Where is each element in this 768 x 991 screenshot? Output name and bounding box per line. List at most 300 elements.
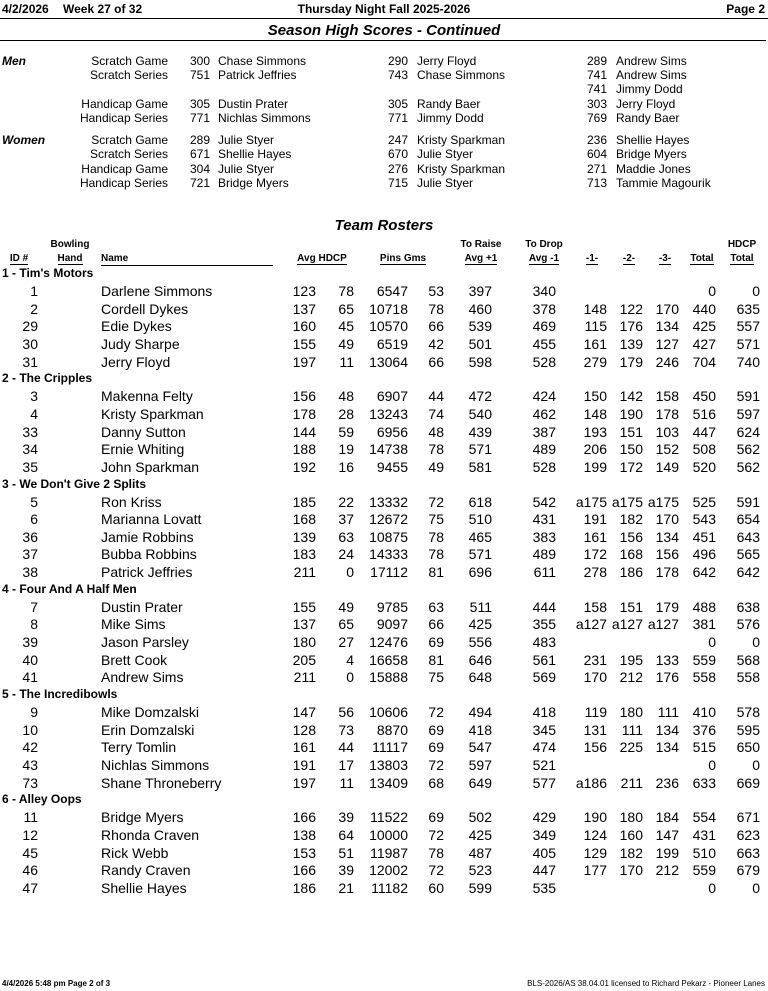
handicap-total: 635 xyxy=(736,300,760,317)
game2-score: 212 xyxy=(619,669,643,686)
player-average: 153 xyxy=(292,844,316,861)
to-raise-value: 648 xyxy=(468,669,492,686)
game1-score: 278 xyxy=(583,564,607,581)
series-total: 496 xyxy=(692,546,716,563)
player-games: 72 xyxy=(428,493,444,510)
game2-score: 182 xyxy=(619,844,643,861)
col-bowling: Bowling xyxy=(50,239,90,250)
player-id: 37 xyxy=(22,546,38,563)
player-name: Ernie Whiting xyxy=(101,441,185,458)
player-id: 45 xyxy=(22,844,38,861)
to-raise-value: 571 xyxy=(468,546,492,563)
game1-score: 131 xyxy=(583,721,607,738)
team-header: 2 - The Cripples xyxy=(2,371,93,386)
player-name: Andrew Sims xyxy=(101,669,184,686)
to-drop-value: 431 xyxy=(532,511,556,528)
game2-score: 168 xyxy=(619,546,643,563)
player-handicap: 44 xyxy=(338,739,354,756)
to-raise-value: 540 xyxy=(468,405,492,422)
game3-score: a175 xyxy=(647,493,679,510)
to-drop-value: 405 xyxy=(532,844,556,861)
to-drop-value: 378 xyxy=(532,300,556,317)
player-pins: 6956 xyxy=(376,423,408,440)
player-name: Nichlas Simmons xyxy=(101,756,210,773)
high-score-category: Scratch Game xyxy=(91,133,168,147)
handicap-total: 0 xyxy=(752,756,760,773)
to-drop-value: 345 xyxy=(532,721,556,738)
game2-score: 170 xyxy=(619,862,643,879)
player-row xyxy=(0,424,768,441)
game3-score: 236 xyxy=(655,774,679,791)
series-total: 450 xyxy=(692,388,716,405)
player-pins: 11117 xyxy=(372,739,408,756)
player-games: 69 xyxy=(428,634,444,651)
player-id: 9 xyxy=(30,704,38,720)
to-drop-value: 462 xyxy=(532,405,556,422)
game1-score: a175 xyxy=(575,493,607,510)
high-score-bowler: Nichlas Simmons xyxy=(218,111,311,125)
player-average: 137 xyxy=(292,616,316,633)
player-row xyxy=(0,406,768,423)
player-row xyxy=(0,546,768,563)
series-total: 0 xyxy=(708,879,716,896)
col-total: Total xyxy=(690,253,714,264)
high-score-value: 247 xyxy=(387,133,408,147)
series-total: 0 xyxy=(708,283,716,299)
series-total: 451 xyxy=(692,528,716,545)
game2-score: 151 xyxy=(619,598,643,615)
player-name: Edie Dykes xyxy=(101,318,172,335)
player-id: 2 xyxy=(30,300,38,317)
player-id: 46 xyxy=(22,862,38,879)
handicap-total: 624 xyxy=(736,423,760,440)
game1-score: 148 xyxy=(583,405,607,422)
player-id: 36 xyxy=(22,528,38,545)
to-raise-value: 597 xyxy=(468,756,492,773)
player-games: 75 xyxy=(428,669,444,686)
player-pins: 11522 xyxy=(370,809,408,826)
game3-score: 133 xyxy=(655,651,679,668)
player-average: 197 xyxy=(292,353,316,370)
series-total: 558 xyxy=(692,669,716,686)
player-average: 205 xyxy=(292,651,316,668)
col-game3: -3- xyxy=(658,253,672,264)
player-id: 5 xyxy=(30,493,38,510)
player-average: 180 xyxy=(292,634,316,651)
player-row xyxy=(0,757,768,774)
player-handicap: 19 xyxy=(338,441,354,458)
high-score-value: 771 xyxy=(387,111,408,125)
player-games: 48 xyxy=(428,423,444,440)
to-drop-value: 521 xyxy=(532,756,556,773)
player-id: 12 xyxy=(22,826,38,843)
game2-score: a127 xyxy=(611,616,643,633)
high-score-row xyxy=(0,176,768,190)
game1-score: 148 xyxy=(583,300,607,317)
player-pins: 13803 xyxy=(369,756,408,773)
player-pins: 8870 xyxy=(376,721,408,738)
player-average: 166 xyxy=(292,862,316,879)
player-average: 147 xyxy=(292,704,316,720)
header-page: Page 2 xyxy=(726,2,765,16)
player-row xyxy=(0,775,768,792)
game1-score: 193 xyxy=(583,423,607,440)
player-id: 34 xyxy=(22,441,38,458)
player-name: Patrick Jeffries xyxy=(101,564,193,581)
to-drop-value: 474 xyxy=(532,739,556,756)
player-pins: 13064 xyxy=(369,353,408,370)
player-id: 33 xyxy=(22,423,38,440)
player-name: Jamie Robbins xyxy=(101,528,194,545)
high-score-bowler: Jimmy Dodd xyxy=(417,111,484,125)
handicap-total: 597 xyxy=(736,405,760,422)
high-score-row xyxy=(0,82,768,96)
footer-right: BLS-2026/AS 38.04.01 licensed to Richard Pekarz - Pioneer Lanes xyxy=(527,979,765,988)
series-total: 543 xyxy=(692,511,716,528)
player-name: Danny Sutton xyxy=(101,423,186,440)
player-games: 42 xyxy=(428,335,444,352)
high-scores-title: Season High Scores - Continued xyxy=(267,22,501,39)
series-total: 488 xyxy=(692,598,716,615)
to-drop-value: 355 xyxy=(532,616,556,633)
player-games: 66 xyxy=(428,353,444,370)
to-raise-value: 425 xyxy=(468,616,492,633)
high-score-value: 713 xyxy=(586,176,607,190)
game3-score: 134 xyxy=(655,318,679,335)
player-name: Rick Webb xyxy=(101,844,169,861)
high-score-category: Handicap Series xyxy=(79,176,168,190)
game2-score: 150 xyxy=(619,441,643,458)
player-id: 29 xyxy=(22,318,38,335)
player-id: 42 xyxy=(22,739,38,756)
player-handicap: 17 xyxy=(338,756,354,773)
series-total: 633 xyxy=(692,774,716,791)
game3-score: 147 xyxy=(655,826,679,843)
series-total: 425 xyxy=(692,318,716,335)
player-games: 75 xyxy=(428,511,444,528)
to-raise-value: 523 xyxy=(468,862,492,879)
col-game1: -1- xyxy=(585,253,599,264)
series-total: 510 xyxy=(692,844,716,861)
game3-score: 156 xyxy=(655,546,679,563)
high-score-row xyxy=(0,54,768,68)
handicap-total: 591 xyxy=(736,388,760,405)
player-average: 197 xyxy=(292,774,316,791)
handicap-total: 669 xyxy=(736,774,760,791)
game2-score: 111 xyxy=(621,721,643,738)
handicap-total: 671 xyxy=(736,809,760,826)
player-handicap: 73 xyxy=(338,721,354,738)
high-score-value: 721 xyxy=(189,176,210,190)
game2-score: 142 xyxy=(619,388,643,405)
player-games: 78 xyxy=(428,300,444,317)
game3-score: 103 xyxy=(655,423,679,440)
player-games: 78 xyxy=(428,441,444,458)
player-pins: 13243 xyxy=(369,405,408,422)
player-pins: 11987 xyxy=(370,844,408,861)
series-total: 508 xyxy=(692,441,716,458)
player-id: 1 xyxy=(30,283,38,299)
player-name: Kristy Sparkman xyxy=(101,405,204,422)
player-average: 138 xyxy=(292,826,316,843)
player-pins: 6907 xyxy=(376,388,408,405)
men-label: Men xyxy=(2,54,26,68)
player-average: 211 xyxy=(293,669,316,686)
player-handicap: 24 xyxy=(338,546,354,563)
to-drop-value: 469 xyxy=(532,318,556,335)
handicap-total: 571 xyxy=(736,335,760,352)
player-games: 68 xyxy=(428,774,444,791)
player-pins: 10606 xyxy=(369,704,408,720)
col-to-drop: To Drop xyxy=(525,239,563,250)
high-score-bowler: Jerry Floyd xyxy=(616,97,676,111)
handicap-total: 565 xyxy=(736,546,760,563)
series-total: 520 xyxy=(692,458,716,475)
player-name: Shellie Hayes xyxy=(101,879,187,896)
player-games: 60 xyxy=(428,879,444,896)
col-avg-hdcp: Avg HDCP xyxy=(297,253,347,264)
game1-score: 279 xyxy=(583,353,607,370)
player-pins: 10000 xyxy=(369,826,408,843)
game2-score: 182 xyxy=(619,511,643,528)
to-drop-value: 340 xyxy=(532,283,556,299)
team-header: 6 - Alley Oops xyxy=(2,792,82,807)
to-drop-value: 528 xyxy=(532,353,556,370)
handicap-total: 0 xyxy=(752,283,760,299)
game3-score: 178 xyxy=(655,564,679,581)
to-raise-value: 501 xyxy=(468,335,492,352)
high-score-bowler: Patrick Jeffries xyxy=(218,68,297,82)
to-raise-value: 581 xyxy=(468,458,492,475)
player-average: 155 xyxy=(292,598,316,615)
player-pins: 14738 xyxy=(369,441,408,458)
high-score-row xyxy=(0,162,768,176)
series-total: 447 xyxy=(692,423,716,440)
player-row xyxy=(0,739,768,756)
game1-score: 231 xyxy=(583,651,607,668)
player-handicap: 59 xyxy=(338,423,354,440)
series-total: 525 xyxy=(692,493,716,510)
player-handicap: 16 xyxy=(338,458,354,475)
player-handicap: 0 xyxy=(346,669,354,686)
player-row xyxy=(0,494,768,511)
handicap-total: 562 xyxy=(736,458,760,475)
player-games: 81 xyxy=(428,564,444,581)
to-raise-value: 556 xyxy=(468,634,492,651)
player-id: 31 xyxy=(22,353,38,370)
series-total: 516 xyxy=(692,405,716,422)
player-games: 72 xyxy=(428,704,444,720)
high-score-value: 290 xyxy=(387,54,408,68)
player-average: 192 xyxy=(292,458,316,475)
player-row xyxy=(0,318,768,335)
player-handicap: 45 xyxy=(338,318,354,335)
handicap-total: 576 xyxy=(736,616,760,633)
player-average: 191 xyxy=(292,756,316,773)
to-raise-value: 618 xyxy=(468,493,492,510)
to-raise-value: 425 xyxy=(468,826,492,843)
handicap-total: 679 xyxy=(736,862,760,879)
handicap-total: 562 xyxy=(736,441,760,458)
team-header: 3 - We Don't Give 2 Splits xyxy=(2,476,146,491)
game3-score: 158 xyxy=(655,388,679,405)
high-score-bowler: Shellie Hayes xyxy=(616,133,690,147)
game2-score: 139 xyxy=(619,335,643,352)
high-score-row xyxy=(0,68,768,82)
player-row xyxy=(0,336,768,353)
to-raise-value: 418 xyxy=(468,721,492,738)
high-score-bowler: Julie Styer xyxy=(417,176,474,190)
player-id: 4 xyxy=(30,405,38,422)
player-pins: 10718 xyxy=(369,300,408,317)
player-row xyxy=(0,511,768,528)
player-pins: 12476 xyxy=(369,634,408,651)
col-hdcp: HDCP xyxy=(727,239,757,250)
player-average: 137 xyxy=(292,300,316,317)
header-date: 4/2/2026 xyxy=(2,2,49,16)
to-raise-value: 502 xyxy=(468,809,492,826)
handicap-total: 654 xyxy=(736,511,760,528)
player-average: 128 xyxy=(292,721,316,738)
series-total: 515 xyxy=(692,739,716,756)
player-id: 73 xyxy=(22,774,38,791)
player-row xyxy=(0,283,768,300)
high-score-category: Handicap Game xyxy=(81,97,168,111)
high-score-bowler: Chase Simmons xyxy=(417,68,506,82)
game2-score: 172 xyxy=(619,458,643,475)
player-pins: 10875 xyxy=(369,528,408,545)
player-id: 10 xyxy=(22,721,38,738)
series-total: 559 xyxy=(692,862,716,879)
player-pins: 15888 xyxy=(369,669,408,686)
series-total: 410 xyxy=(692,704,716,720)
player-name: Mike Domzalski xyxy=(101,704,200,720)
player-name: Erin Domzalski xyxy=(101,721,195,738)
player-name: Mike Sims xyxy=(101,616,166,633)
player-row xyxy=(0,809,768,826)
player-row xyxy=(0,722,768,739)
player-games: 69 xyxy=(428,809,444,826)
game1-score: 158 xyxy=(583,598,607,615)
player-name: Rhonda Craven xyxy=(101,826,200,843)
game1-score: 170 xyxy=(583,669,607,686)
to-drop-value: 611 xyxy=(533,564,556,581)
high-score-value: 671 xyxy=(189,147,210,161)
to-raise-value: 439 xyxy=(468,423,492,440)
player-average: 168 xyxy=(292,511,316,528)
handicap-total: 558 xyxy=(736,669,760,686)
game1-score: 177 xyxy=(583,862,607,879)
high-score-value: 670 xyxy=(387,147,408,161)
series-total: 440 xyxy=(692,300,716,317)
game2-score: 156 xyxy=(619,528,643,545)
player-handicap: 78 xyxy=(338,283,354,299)
player-row xyxy=(0,564,768,581)
high-score-value: 303 xyxy=(586,97,607,111)
player-handicap: 56 xyxy=(338,704,354,720)
game1-score: 199 xyxy=(583,458,607,475)
to-drop-value: 542 xyxy=(532,493,556,510)
player-handicap: 63 xyxy=(338,528,354,545)
col-to-raise: To Raise xyxy=(460,239,502,250)
game2-score: 176 xyxy=(619,318,643,335)
handicap-total: 642 xyxy=(736,564,760,581)
series-total: 642 xyxy=(692,564,716,581)
high-score-row xyxy=(0,133,768,147)
game1-score: 115 xyxy=(584,318,607,335)
to-drop-value: 528 xyxy=(532,458,556,475)
series-total: 381 xyxy=(692,616,716,633)
player-average: 161 xyxy=(292,739,316,756)
team-header: 1 - Tim's Motors xyxy=(2,266,94,280)
game3-score: 179 xyxy=(655,598,679,615)
high-score-row xyxy=(0,111,768,125)
player-average: 160 xyxy=(292,318,316,335)
player-pins: 14333 xyxy=(369,546,408,563)
high-score-bowler: Randy Baer xyxy=(616,111,680,125)
player-games: 81 xyxy=(428,651,444,668)
game1-score: 191 xyxy=(583,511,607,528)
game3-score: 149 xyxy=(655,458,679,475)
game2-score: 160 xyxy=(619,826,643,843)
game2-score: 225 xyxy=(619,739,643,756)
to-drop-value: 424 xyxy=(532,388,556,405)
to-raise-value: 649 xyxy=(468,774,492,791)
to-raise-value: 397 xyxy=(468,283,492,299)
player-pins: 6547 xyxy=(376,283,408,299)
high-score-category: Handicap Series xyxy=(79,111,168,125)
game3-score: 176 xyxy=(655,669,679,686)
player-row xyxy=(0,634,768,651)
player-handicap: 48 xyxy=(338,388,354,405)
player-row xyxy=(0,616,768,633)
col-id: ID # xyxy=(9,253,29,264)
player-average: 139 xyxy=(292,528,316,545)
handicap-total: 591 xyxy=(736,493,760,510)
to-drop-value: 455 xyxy=(532,335,556,352)
series-total: 559 xyxy=(692,651,716,668)
game2-score: 190 xyxy=(619,405,643,422)
to-raise-value: 465 xyxy=(468,528,492,545)
team-header: 5 - The Incredibowls xyxy=(2,687,118,701)
player-row xyxy=(0,827,768,844)
handicap-total: 578 xyxy=(736,704,760,720)
high-score-value: 751 xyxy=(189,68,210,82)
high-score-bowler: Jerry Floyd xyxy=(417,54,477,68)
high-score-value: 305 xyxy=(189,97,210,111)
player-id: 7 xyxy=(30,598,38,615)
player-pins: 9097 xyxy=(376,616,408,633)
to-drop-value: 447 xyxy=(532,862,556,879)
player-row xyxy=(0,459,768,476)
player-id: 3 xyxy=(30,388,38,405)
high-score-value: 276 xyxy=(387,162,408,176)
high-score-bowler: Julie Styer xyxy=(218,162,275,176)
game3-score: 184 xyxy=(655,809,679,826)
game2-score: 179 xyxy=(619,353,643,370)
series-total: 704 xyxy=(692,353,716,370)
to-drop-value: 387 xyxy=(532,423,556,440)
to-drop-value: 483 xyxy=(532,634,556,651)
high-score-value: 741 xyxy=(586,68,607,82)
high-score-row xyxy=(0,97,768,111)
high-score-bowler: Julie Styer xyxy=(417,147,474,161)
rosters-title: Team Rosters xyxy=(334,217,434,234)
game3-score: 170 xyxy=(655,511,679,528)
high-score-bowler: Shellie Hayes xyxy=(218,147,292,161)
to-drop-value: 349 xyxy=(532,826,556,843)
high-score-value: 304 xyxy=(189,162,210,176)
